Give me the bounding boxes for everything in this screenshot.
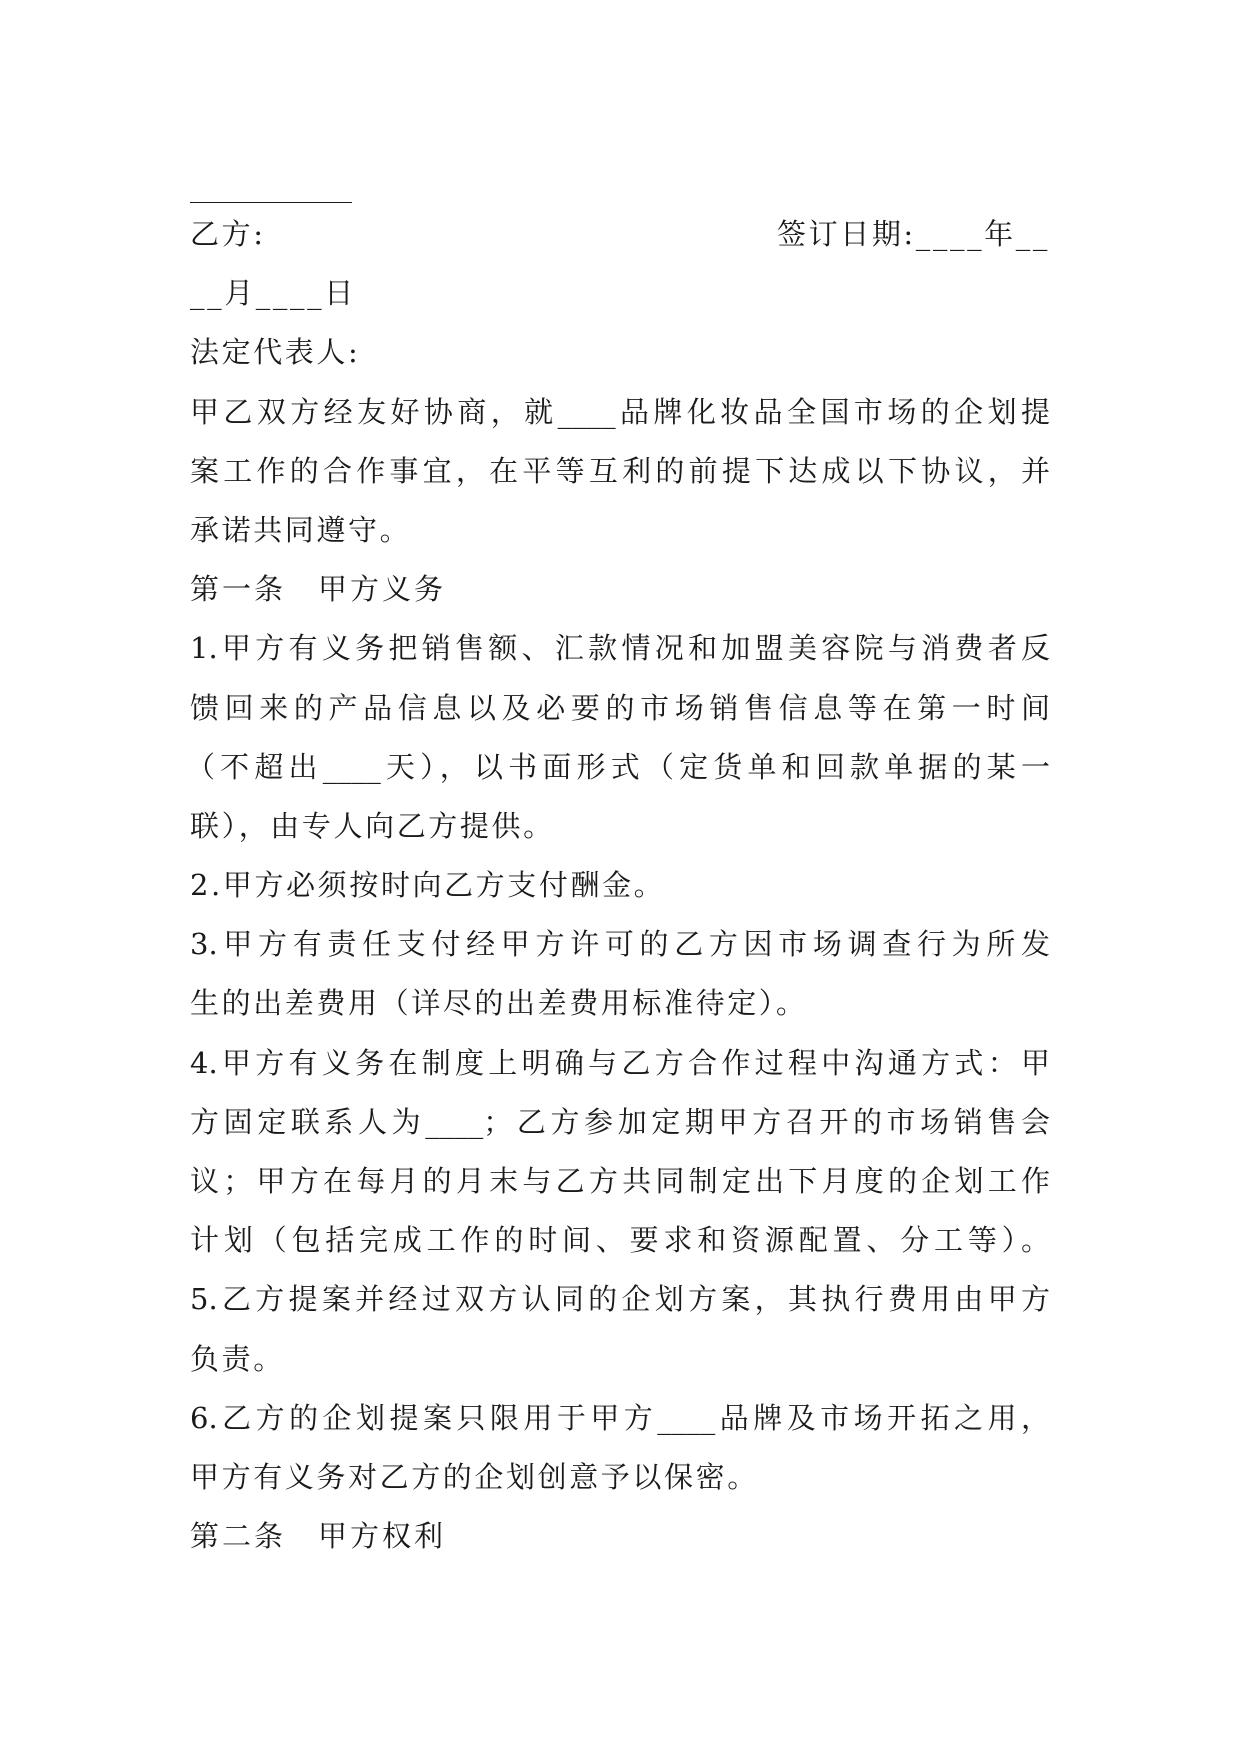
clause-2-line: 2.甲方必须按时向乙方支付酬金。 bbox=[190, 868, 666, 903]
clause-6-line: 6.乙方的企划提案只限用于甲方____品牌及市场开拓之用， bbox=[190, 1400, 1050, 1435]
clause-1-line: 联），由专人向乙方提供。 bbox=[190, 808, 555, 843]
signature-rule-line bbox=[190, 202, 352, 203]
legal-rep-label: 法定代表人: bbox=[190, 335, 361, 370]
clause-4-line: 方固定联系人为____；乙方参加定期甲方召开的市场销售会 bbox=[190, 1104, 1050, 1139]
clause-4-line: 议；甲方在每月的月末与乙方共同制定出下月度的企划工作 bbox=[190, 1164, 1050, 1198]
clause-5-line: 5.乙方提案并经过双方认同的企划方案，其执行费用由甲方 bbox=[190, 1282, 1050, 1317]
article-2-heading: 第二条 甲方权利 bbox=[190, 1519, 447, 1554]
article-1-heading: 第一条 甲方义务 bbox=[190, 572, 447, 607]
party-b-date-line bbox=[190, 205, 1050, 264]
document-body bbox=[186, 166, 1050, 1566]
clause-1-line: 1.甲方有义务把销售额、汇款情况和加盟美容院与消费者反 bbox=[190, 631, 1050, 666]
clause-3-line: 3.甲方有责任支付经甲方许可的乙方因市场调查行为所发 bbox=[190, 927, 1050, 962]
clause-4-line: 计划（包括完成工作的时间、要求和资源配置、分工等）。 bbox=[190, 1223, 1050, 1258]
preamble-line: 甲乙双方经友好协商，就____品牌化妆品全国市场的企划提 bbox=[190, 394, 1050, 429]
sign-date-label: 签订日期:____年__ bbox=[777, 217, 1050, 251]
clause-1-line: （不超出____天），以书面形式（定货单和回款单据的某一 bbox=[186, 749, 1050, 784]
clause-3-line: 生的出差费用（详尽的出差费用标准待定）。 bbox=[190, 986, 808, 1021]
preamble-line: 案工作的合作事宜，在平等互利的前提下达成以下协议，并 bbox=[190, 453, 1050, 488]
clause-6-line: 甲方有义务对乙方的企划创意予以保密。 bbox=[190, 1459, 759, 1494]
clause-4-line: 4.甲方有义务在制度上明确与乙方合作过程中沟通方式：甲 bbox=[190, 1045, 1050, 1080]
clause-1-line: 馈回来的产品信息以及必要的市场销售信息等在第一时间 bbox=[190, 690, 1050, 725]
clause-5-line: 负责。 bbox=[190, 1341, 285, 1376]
sign-date-continuation: __月____日 bbox=[190, 276, 356, 311]
party-b-label: 乙方: bbox=[190, 217, 266, 251]
preamble-line: 承诺共同遵守。 bbox=[190, 512, 412, 547]
